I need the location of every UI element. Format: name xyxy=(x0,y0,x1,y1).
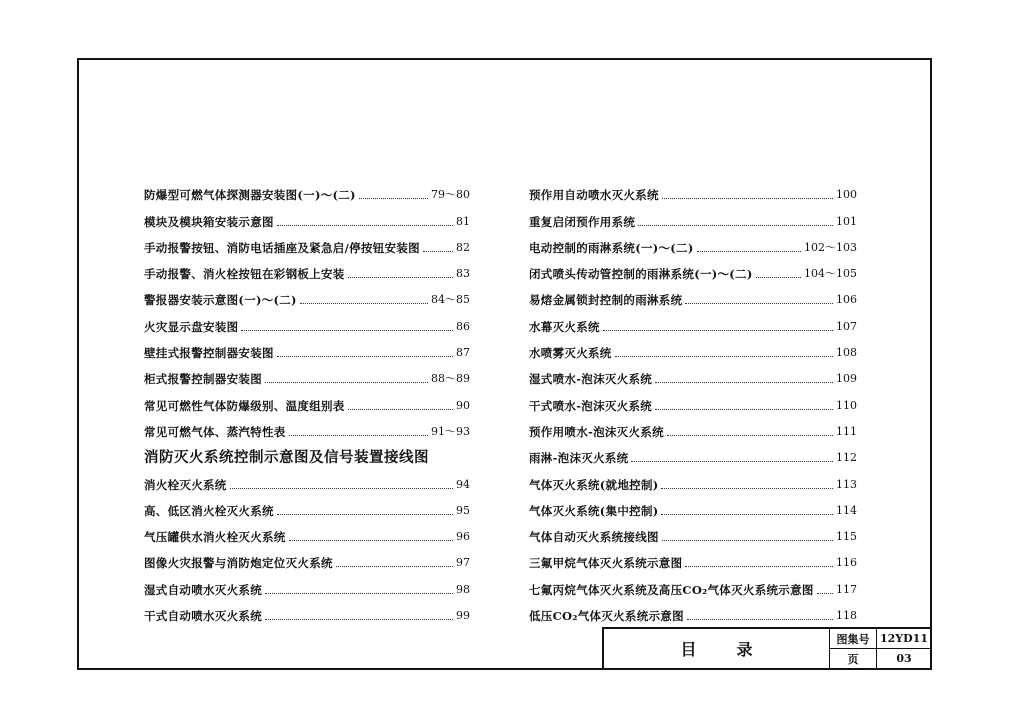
toc-entry-title: 水喷雾灭火系统 xyxy=(529,346,612,361)
toc-entry xyxy=(529,386,857,412)
toc-dot-leader xyxy=(615,356,833,357)
toc-entry xyxy=(144,229,470,255)
toc-entry-title: 手动报警、消火栓按钮在彩钢板上安装 xyxy=(144,267,345,282)
toc-dot-leader xyxy=(300,303,428,304)
toc-entry-title: 手动报警按钮、消防电话插座及紧急启/停按钮安装图 xyxy=(144,240,420,255)
toc-entry-title: 水幕灭火系统 xyxy=(529,319,600,334)
toc-dot-leader xyxy=(277,514,453,515)
toc-entry xyxy=(144,360,470,386)
toc-entry xyxy=(144,570,470,596)
toc-entry-page: 91～93 xyxy=(431,424,470,438)
toc-entry-page: 102～103 xyxy=(804,240,857,254)
toc-entry xyxy=(529,597,857,623)
toc-entry-page: 117 xyxy=(836,582,857,596)
toc-entry xyxy=(529,229,857,255)
toc-entry-page: 106 xyxy=(836,293,857,307)
toc-entry-title: 闭式喷头传动管控制的雨淋系统(一)～(二) xyxy=(529,267,753,282)
toc-dot-leader xyxy=(289,540,453,541)
toc-entry xyxy=(529,176,857,202)
toc-dot-leader xyxy=(756,277,801,278)
toc-entry-page: 104～105 xyxy=(804,267,857,281)
toc-dot-leader xyxy=(662,540,833,541)
toc-entry-page: 114 xyxy=(836,503,857,517)
toc-entry-title: 雨淋-泡沫灭火系统 xyxy=(529,451,629,466)
atlas-number-value: 12YD11 xyxy=(877,629,931,649)
toc-dot-leader xyxy=(817,593,833,594)
toc-entry-page: 87 xyxy=(456,346,470,360)
toc-entry-page: 95 xyxy=(456,503,470,517)
toc-entry xyxy=(529,360,857,386)
toc-entry-page: 99 xyxy=(456,609,470,623)
atlas-number-label: 图集号 xyxy=(830,629,877,649)
toc-entry-page: 84～85 xyxy=(431,293,470,307)
toc-entry-title: 七氟丙烷气体灭火系统及高压CO₂气体灭火系统示意图 xyxy=(529,582,814,597)
toc-entry-title: 常见可燃气体、蒸汽特性表 xyxy=(144,424,286,439)
toc-entry xyxy=(144,386,470,412)
toc-entry-page: 82 xyxy=(456,240,470,254)
toc-entry-page: 88～89 xyxy=(431,372,470,386)
toc-entry xyxy=(529,465,857,491)
toc-entry-title: 干式喷水-泡沫灭火系统 xyxy=(529,398,653,413)
toc-entry-page: 101 xyxy=(836,214,857,228)
toc-entry xyxy=(144,334,470,360)
toc-entry-title: 预作用自动喷水灭火系统 xyxy=(529,188,659,203)
toc-dot-leader xyxy=(265,619,453,620)
toc-entry xyxy=(529,492,857,518)
toc-right-column xyxy=(529,176,857,623)
toc-dot-leader xyxy=(265,593,453,594)
toc-dot-leader xyxy=(661,514,833,515)
toc-entry xyxy=(144,413,470,439)
toc-dot-leader xyxy=(265,382,428,383)
toc-entry xyxy=(529,307,857,333)
toc-entry-page: 97 xyxy=(456,556,470,570)
toc-entry-title: 图像火灾报警与消防炮定位灭火系统 xyxy=(144,556,333,571)
toc-entry-page: 111 xyxy=(836,424,857,438)
page-number-value: 03 xyxy=(896,652,912,665)
toc-dot-leader xyxy=(423,251,453,252)
toc-entry-title: 三氟甲烷气体灭火系统示意图 xyxy=(529,556,683,571)
toc-dot-leader xyxy=(230,488,453,489)
toc-entry-title: 警报器安装示意图(一)～(二) xyxy=(144,293,297,308)
toc-dot-leader xyxy=(289,435,428,436)
toc-entry xyxy=(529,544,857,570)
toc-dot-leader xyxy=(667,435,833,436)
toc-dot-leader xyxy=(359,198,428,199)
title-block-grid xyxy=(829,629,931,668)
toc-dot-leader xyxy=(241,330,453,331)
toc-entry xyxy=(529,334,857,360)
sheet-title: 目录 xyxy=(680,640,793,659)
toc-entry xyxy=(144,465,470,491)
toc-entry xyxy=(144,518,470,544)
toc-left-column xyxy=(144,176,470,623)
toc-entry-page: 109 xyxy=(836,372,857,386)
toc-entry-page: 116 xyxy=(836,556,857,570)
toc-dot-leader xyxy=(631,461,833,462)
toc-dot-leader xyxy=(687,619,833,620)
toc-entry-page: 118 xyxy=(836,609,857,623)
toc-entry-title: 电动控制的雨淋系统(一)～(二) xyxy=(529,240,694,255)
toc-entry-page: 115 xyxy=(836,530,857,544)
toc-entry-title: 消火栓灭火系统 xyxy=(144,477,227,492)
toc-entry-title: 壁挂式报警控制器安装图 xyxy=(144,346,274,361)
toc-dot-leader xyxy=(336,566,453,567)
toc-entry-title: 防爆型可燃气体探测器安装图(一)～(二) xyxy=(144,188,356,203)
toc-entry xyxy=(529,570,857,596)
toc-entry-page: 112 xyxy=(836,451,857,465)
toc-section-heading xyxy=(144,439,470,465)
toc-entry-page: 96 xyxy=(456,530,470,544)
toc-dot-leader xyxy=(348,277,453,278)
toc-entry xyxy=(529,202,857,228)
title-block xyxy=(602,627,932,670)
toc-dot-leader xyxy=(277,225,453,226)
toc-entry xyxy=(529,518,857,544)
toc-entry-title: 预作用喷水-泡沫灭火系统 xyxy=(529,424,664,439)
toc-entry-title: 易熔金属锁封控制的雨淋系统 xyxy=(529,293,683,308)
toc-entry xyxy=(529,255,857,281)
toc-entry-page: 108 xyxy=(836,346,857,360)
toc-entry xyxy=(144,255,470,281)
toc-dot-leader xyxy=(661,488,833,489)
toc-entry xyxy=(144,202,470,228)
toc-entry-page: 100 xyxy=(836,188,857,202)
toc-entry-page: 90 xyxy=(456,398,470,412)
toc-entry-title: 气体灭火系统(集中控制) xyxy=(529,503,659,518)
toc-entry-page: 81 xyxy=(456,214,470,228)
toc-entry xyxy=(144,492,470,518)
toc-entry-title: 高、低区消火栓灭火系统 xyxy=(144,503,274,518)
page-label: 页 xyxy=(830,649,877,668)
toc-dot-leader xyxy=(348,409,453,410)
toc-entry-title: 湿式自动喷水灭火系统 xyxy=(144,582,262,597)
toc-entry-title: 模块及模块箱安装示意图 xyxy=(144,214,274,229)
toc-dot-leader xyxy=(655,409,833,410)
toc-entry-page: 107 xyxy=(836,319,857,333)
toc-entry xyxy=(144,307,470,333)
toc-entry xyxy=(144,597,470,623)
toc-entry-title: 气体自动灭火系统接线图 xyxy=(529,530,659,545)
toc-entry-page: 110 xyxy=(836,398,857,412)
toc-entry xyxy=(144,176,470,202)
toc-entry-title: 低压CO₂气体灭火系统示意图 xyxy=(529,609,684,624)
toc-entry-title: 气体灭火系统(就地控制) xyxy=(529,477,659,492)
toc-entry xyxy=(529,439,857,465)
toc-entry-title: 常见可燃性气体防爆级别、温度组别表 xyxy=(144,398,345,413)
toc-entry xyxy=(529,281,857,307)
toc-entry-title: 火灾显示盘安装图 xyxy=(144,319,239,334)
toc-dot-leader xyxy=(603,330,833,331)
toc-entry-title: 气压罐供水消火栓灭火系统 xyxy=(144,530,286,545)
toc-entry-title: 重复启闭预作用系统 xyxy=(529,214,636,229)
toc-entry-title: 干式自动喷水灭火系统 xyxy=(144,609,262,624)
toc-entry-title: 湿式喷水-泡沫灭火系统 xyxy=(529,372,653,387)
toc-entry xyxy=(144,281,470,307)
toc-dot-leader xyxy=(685,566,833,567)
toc-dot-leader xyxy=(685,303,833,304)
toc-dot-leader xyxy=(277,356,453,357)
toc-dot-leader xyxy=(662,198,833,199)
toc-entry-page: 113 xyxy=(836,477,857,491)
toc-dot-leader xyxy=(638,225,833,226)
toc-entry-page: 98 xyxy=(456,582,470,596)
toc-dot-leader xyxy=(697,251,801,252)
toc-entry-page: 94 xyxy=(456,477,470,491)
toc-entry-page: 83 xyxy=(456,267,470,281)
toc-entry xyxy=(529,413,857,439)
toc-entry xyxy=(144,544,470,570)
toc-entry-page: 79～80 xyxy=(431,188,470,202)
toc-entry-title: 消防灭火系统控制示意图及信号装置接线图 xyxy=(144,449,429,467)
toc-entry-page: 86 xyxy=(456,319,470,333)
toc-entry-title: 柜式报警控制器安装图 xyxy=(144,372,262,387)
toc-dot-leader xyxy=(655,382,833,383)
